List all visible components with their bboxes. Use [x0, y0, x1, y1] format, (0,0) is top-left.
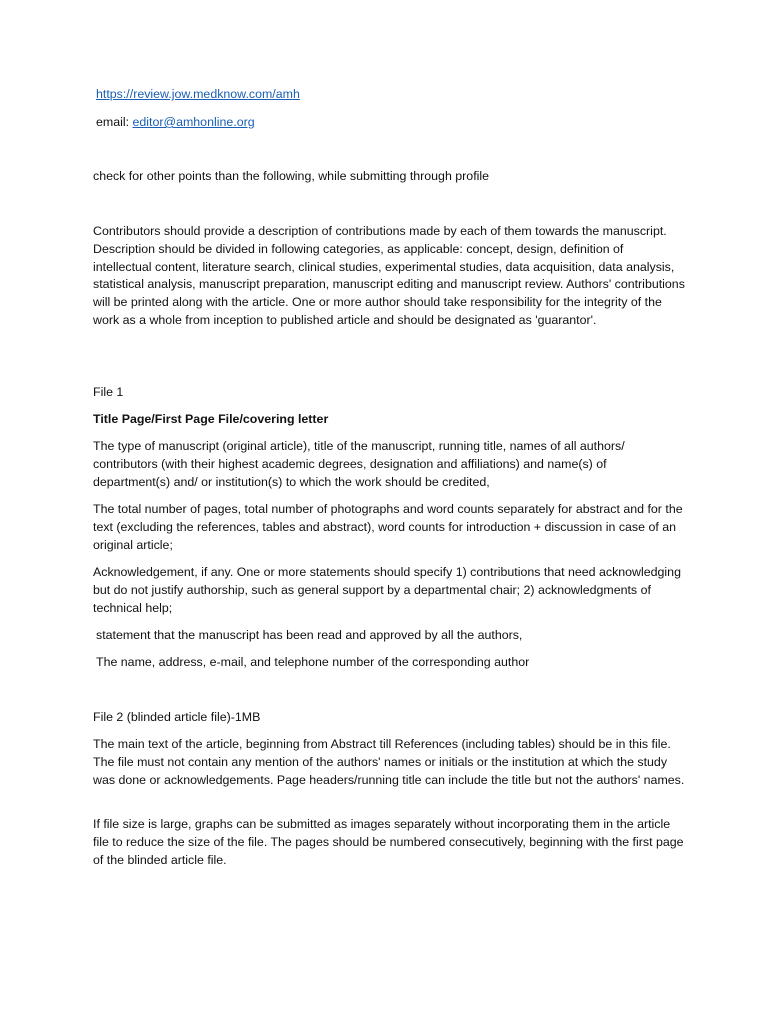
- email-line: [93, 114, 255, 132]
- file1-heading: File 1: [93, 385, 124, 399]
- file1-paragraph-manuscript-type: The type of manuscript (original article), title of the manuscript, running title, names of all authors/ contributors (with their highest academic degrees, designation and affiliations) and name(s) of department(s) and/ or institution(s) to which the work should be credited,: [93, 439, 625, 489]
- email-link[interactable]: editor@amhonline.org: [132, 115, 255, 129]
- file1-paragraph-approval: statement that the manuscript has been read and approved by all the authors,: [96, 628, 523, 642]
- check-note: check for other points than the following, while submitting through profile: [93, 169, 490, 183]
- contributors-paragraph: Contributors should provide a description of contributions made by each of them towards the manuscript. Description should be divided in following categories, as applicable: concept, design, definition of intellectual content, literature search, clinical studies, experimental studies, data acquisition, data analysis, statistical analysis, manuscript preparation, manuscript editing and manuscript review. Authors' contributions will be printed along with the article. One or more author should take responsibility for the integrity of the work as a whole from inception to published article and should be designated as 'guarantor'.: [93, 224, 685, 327]
- file2-heading: File 2 (blinded article file)-1MB: [93, 710, 261, 724]
- review-link-line: [93, 86, 300, 104]
- email-label: email:: [96, 115, 133, 129]
- file1-paragraph-corresponding-author: The name, address, e-mail, and telephone number of the corresponding author: [96, 655, 530, 669]
- file1-paragraph-acknowledgement: Acknowledgement, if any. One or more statements should specify 1) contributions that need acknowledging but do not justify authorship, such as general support by a departmental chair; 2) acknowledgments of technical help;: [93, 565, 681, 615]
- file1-title: Title Page/First Page File/covering letter: [93, 412, 329, 426]
- file1-paragraph-page-counts: The total number of pages, total number of photographs and word counts separately for abstract and for the text (excluding the references, tables and abstract), word counts for introduction + discussion in case of an original article;: [93, 502, 683, 552]
- review-url-link[interactable]: https://review.jow.medknow.com/amh: [96, 87, 300, 101]
- file2-paragraph-file-size: If file size is large, graphs can be submitted as images separately without incorporating them in the article file to reduce the size of the file. The pages should be numbered consecutively, beginning with the first page of the blinded article file.: [93, 817, 684, 867]
- file2-paragraph-main-text: The main text of the article, beginning from Abstract till References (including tables) should be in this file. The file must not contain any mention of the authors' names or initials or the institution at which the study was done or acknowledgements. Page headers/running title can include the title but not the authors' names.: [93, 737, 685, 787]
